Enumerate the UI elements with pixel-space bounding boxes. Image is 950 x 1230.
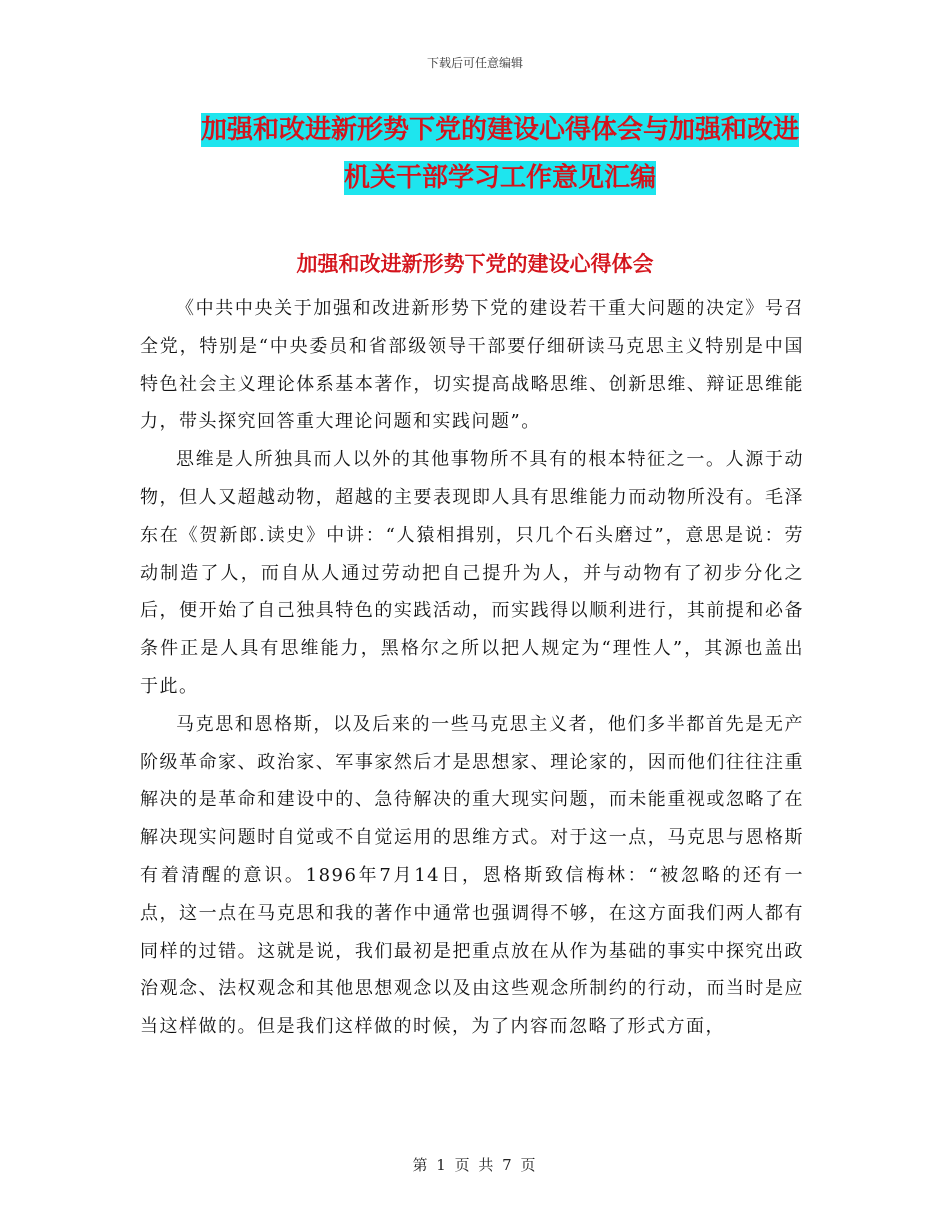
document-title-line-2: 机关干部学习工作意见汇编 — [343, 163, 656, 193]
paragraph-3: 马克思和恩格斯，以及后来的一些马克思主义者，他们多半都首先是无产阶级革命家、政治家、军事家然后才是思想家、理论家的，因而他们往往注重解决的是革命和建设中的、急待解决的重大现实问题，而未能重视或忽略了在解决现实问题时自觉或不自觉运用的思维方式。对于这一点，马克思与恩格斯有着清醒的意识。1896年7月14日，恩格斯致信梅林：“被忽略的还有一点，这一点在马克思和我的著作中通常也强调得不够，在这方面我们两人都有同样的过错。这就是说，我们最初是把重点放在从作为基础的事实中探究出政治观念、法权观念和其他思想观念以及由这些观念所制约的行动，而当时是应当这样做的。但是我们这样做的时候，为了内容而忽略了形式方面， — [140, 713, 804, 1038]
document-title — [140, 106, 860, 202]
body-text — [140, 290, 804, 1046]
paragraph-2: 思维是人所独具而人以外的其他事物所不具有的根本特征之一。人源于动物，但人又超越动物，超越的主要表现即人具有思维能力而动物所没有。毛泽东在《贺新郎.读史》中讲：“人猿相揖别，只几个石头磨过”，意思是说：劳动制造了人，而自从人通过劳动把自己提升为人，并与动物有了初步分化之后，便开始了自己独具特色的实践活动，而实践得以顺利进行，其前提和必备条件正是人具有思维能力，黑格尔之所以把人规定为“理性人”，其源也盖出于此。 — [140, 449, 804, 697]
page-footer: 第 1 页 共 7 页 — [412, 1156, 538, 1174]
header-note: 下载后可任意编辑 — [426, 56, 523, 70]
section-title: 加强和改进新形势下党的建设心得体会 — [296, 252, 654, 276]
paragraph-1: 《中共中央关于加强和改进新形势下党的建设若干重大问题的决定》号召全党，特别是“中央委员和省部级领导干部要仔细研读马克思主义特别是中国特色社会主义理论体系基本著作，切实提高战略思维、创新思维、辩证思维能力，带头探究回答重大理论问题和实践问题”。 — [140, 298, 804, 433]
document-title-line-1: 加强和改进新形势下党的建设心得体会与加强和改进 — [200, 115, 799, 145]
